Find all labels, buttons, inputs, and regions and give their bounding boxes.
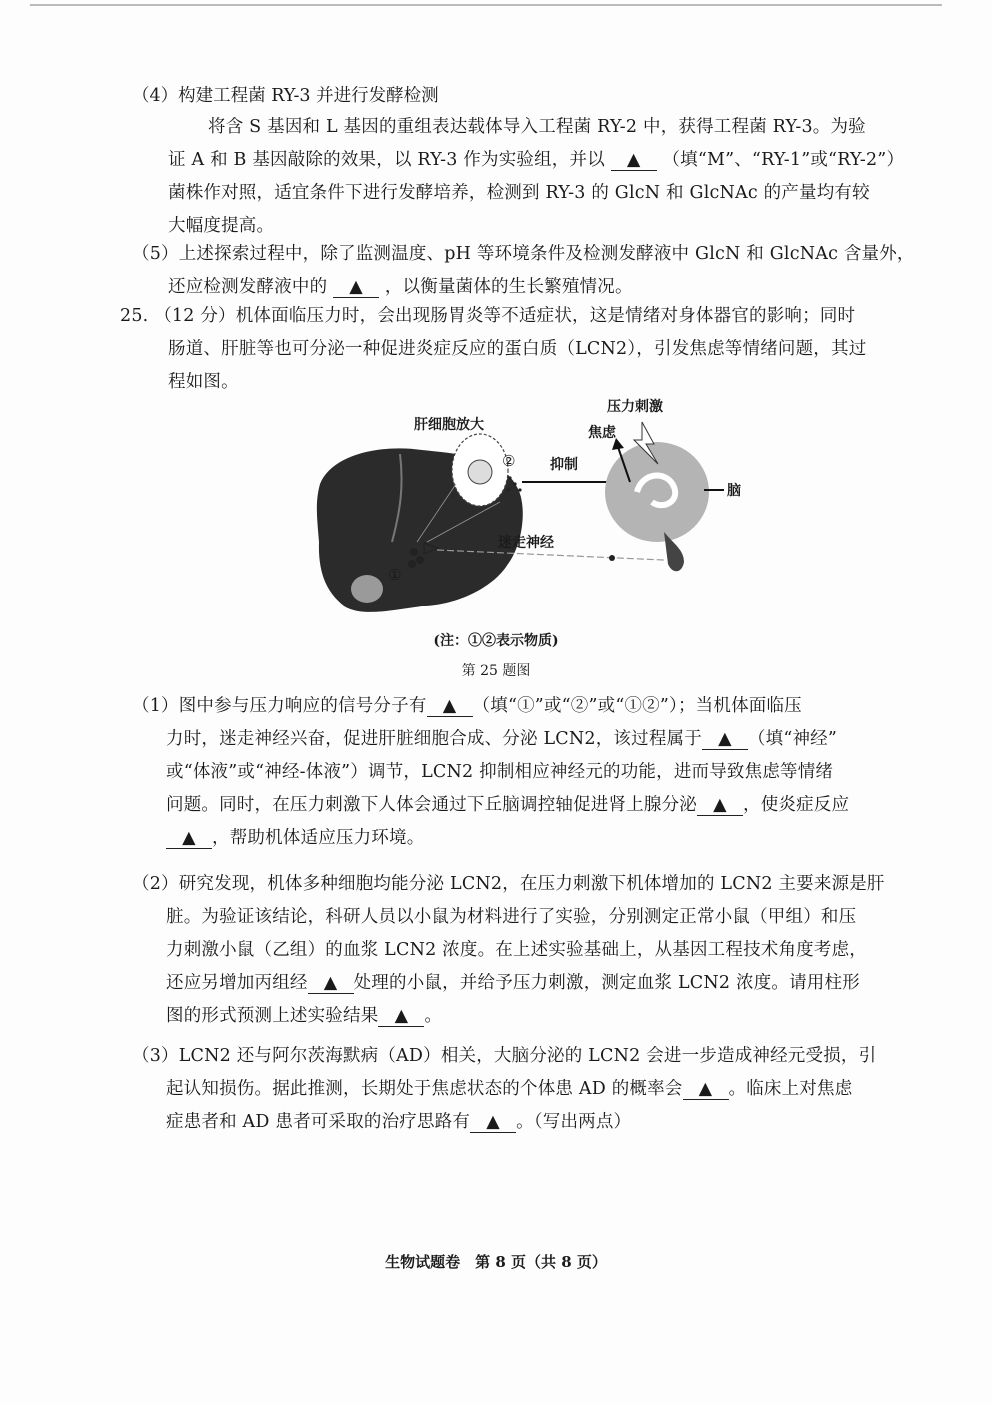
q25-p3-line2-text: 起认知损伤。据此推测，长期处于焦虑状态的个体患 AD 的概率会	[166, 1079, 683, 1099]
answer-blank-7[interactable]: ▲	[308, 973, 354, 994]
q25-p1-line3: 或“体液”或“神经-体液”）调节，LCN2 抑制相应神经元的功能，进而导致焦虑等情绪	[166, 762, 834, 782]
q25-p2-line5	[132, 1000, 885, 1033]
q24-p5-line2-text: 还应检测发酵液中的	[168, 277, 328, 297]
liver-cell-label: 肝细胞放大	[414, 417, 484, 433]
q25-p2-line5-text: 图的形式预测上述实验结果	[166, 1006, 379, 1026]
q25-p1-line5	[132, 822, 849, 855]
q24-p5-line2-tail: ，以衡量菌体的生长繁殖情况。	[384, 277, 633, 297]
q25-figure	[312, 392, 762, 627]
q24-p4-line3: 菌株作对照，适宜条件下进行发酵培养，检测到 RY-3 的 GlcN 和 GlcNAc 的产量均有较	[168, 183, 870, 203]
q25-intro-line3: 程如图。	[168, 372, 239, 392]
figure-note: (注：①②表示物质)	[433, 633, 559, 649]
q25-p1-line2-tail: （填“神经”	[747, 729, 838, 749]
liver-cell-nucleus	[468, 460, 492, 484]
q25-p3-line1: （3）LCN2 还与阿尔茨海默病（AD）相关，大脑分泌的 LCN2 会进一步造成神经元受损，引	[132, 1046, 877, 1066]
secreted-dot	[410, 548, 418, 556]
q25-p3-line3	[132, 1106, 876, 1139]
cell-granule	[508, 476, 511, 479]
answer-blank-8[interactable]: ▲	[378, 1006, 424, 1027]
q25-p1-line5-tail: ，帮助机体适应压力环境。	[212, 828, 425, 848]
q25-p2-line4	[132, 967, 885, 1000]
q24-p4-line2-text: 证 A 和 B 基因敲除的效果，以 RY-3 作为实验组，并以	[168, 150, 605, 170]
q25-p2-line4-tail: 处理的小鼠，并给予压力刺激，测定血浆 LCN2 浓度。请用柱形	[353, 973, 860, 993]
answer-blank-1[interactable]: ▲	[611, 150, 657, 171]
q25-p2-line3: 力刺激小鼠（乙组）的血浆 LCN2 浓度。在上述实验基础上，从基因工程技术角度考虑，	[166, 940, 867, 960]
cell-granule	[513, 482, 516, 485]
q24-part4-heading: （4）构建工程菌 RY-3 并进行发酵检测	[132, 86, 439, 106]
liver-brain-diagram	[312, 392, 762, 627]
q24-p4-line1: 将含 S 基因和 L 基因的重组表达载体导入工程菌 RY-2 中，获得工程菌 RY-3。为验	[208, 117, 866, 137]
q25-p1-line1-text: （1）图中参与压力响应的信号分子有	[132, 696, 427, 716]
q24-p4-line4: 大幅度提高。	[168, 216, 275, 236]
liver-lobe-highlight	[351, 575, 383, 603]
q24-p5-line1: （5）上述探索过程中，除了监测温度、pH 等环境条件及检测发酵液中 GlcN 和 GlcNAc 含量外，	[132, 244, 915, 264]
inhibit-label: 抑制	[550, 457, 578, 473]
q25-intro-line2: 肠道、肝脏等也可分泌一种促进炎症反应的蛋白质（LCN2），引发焦虑等情绪问题，其过	[168, 339, 867, 359]
q25-p3-line3-tail: 。（写出两点）	[516, 1112, 632, 1132]
page-footer: 生物试题卷 第 8 页（共 8 页）	[385, 1253, 607, 1271]
q24-part4-body	[168, 111, 904, 243]
secreted-dot	[416, 556, 424, 564]
answer-blank-9[interactable]: ▲	[683, 1079, 729, 1100]
vagus-nerve-label: 迷走神经	[498, 535, 554, 551]
q25-p3-line2-tail: 。临床上对焦虑	[728, 1079, 853, 1099]
q25-p1-line2	[132, 723, 849, 756]
substance-1-marker: ①	[388, 566, 402, 584]
answer-blank-10[interactable]: ▲	[470, 1112, 516, 1133]
q25-part3	[132, 1040, 876, 1139]
secreted-dot	[408, 560, 416, 568]
top-border-line	[30, 4, 942, 6]
stress-label: 压力刺激	[607, 399, 663, 415]
answer-blank-3[interactable]: ▲	[427, 696, 473, 717]
q25-p1-line1-tail: （填“①”或“②”或“①②”）；当机体面临压	[472, 696, 802, 716]
cell-granule	[518, 488, 521, 491]
figure-caption: 第 25 题图	[461, 663, 531, 679]
brain-label: 脑	[727, 483, 741, 499]
q25-part2	[132, 868, 885, 1033]
q24-p4-line2	[168, 144, 904, 177]
q25-intro-line1: 25. （12 分）机体面临压力时，会出现肠胃炎等不适症状，这是情绪对身体器官的影响；同时	[120, 306, 856, 326]
q25-p3-line3-text: 症患者和 AD 患者可采取的治疗思路有	[166, 1112, 471, 1132]
q25-p1-line4	[132, 789, 849, 822]
q24-part5	[132, 238, 915, 304]
anxiety-label: 焦虑	[588, 425, 616, 441]
q25-p3-line2	[132, 1073, 876, 1106]
vagus-nerve-node	[609, 555, 615, 561]
q25-p1-line4-tail: ，使炎症反应	[743, 795, 850, 815]
cell-granule	[506, 488, 509, 491]
q24-p4-line2-tail: （填“M”、“RY-1”或“RY-2”）	[662, 150, 905, 170]
q25-intro	[120, 300, 866, 399]
q25-p2-line4-text: 还应另增加丙组经	[166, 973, 308, 993]
q25-p2-line1: （2）研究发现，机体多种细胞均能分泌 LCN2，在压力刺激下机体增加的 LCN2 主要来源是肝	[132, 874, 885, 894]
q25-p1-line4-text: 问题。同时，在压力刺激下人体会通过下丘脑调控轴促进肾上腺分泌	[166, 795, 697, 815]
answer-blank-6[interactable]: ▲	[166, 828, 212, 849]
answer-blank-5[interactable]: ▲	[697, 795, 743, 816]
answer-blank-2[interactable]: ▲	[333, 277, 379, 298]
answer-blank-4[interactable]: ▲	[702, 729, 748, 750]
q25-p1-line1	[132, 690, 849, 723]
q25-p2-line2: 脏。为验证该结论，科研人员以小鼠为材料进行了实验，分别测定正常小鼠（甲组）和压	[166, 907, 857, 927]
substance-2-marker: ②	[502, 452, 516, 470]
q25-p2-line5-tail: 。	[424, 1006, 443, 1026]
q25-p1-line2-text: 力时，迷走神经兴奋，促进肝脏细胞合成、分泌 LCN2，该过程属于	[166, 729, 702, 749]
q25-part1	[132, 690, 849, 855]
